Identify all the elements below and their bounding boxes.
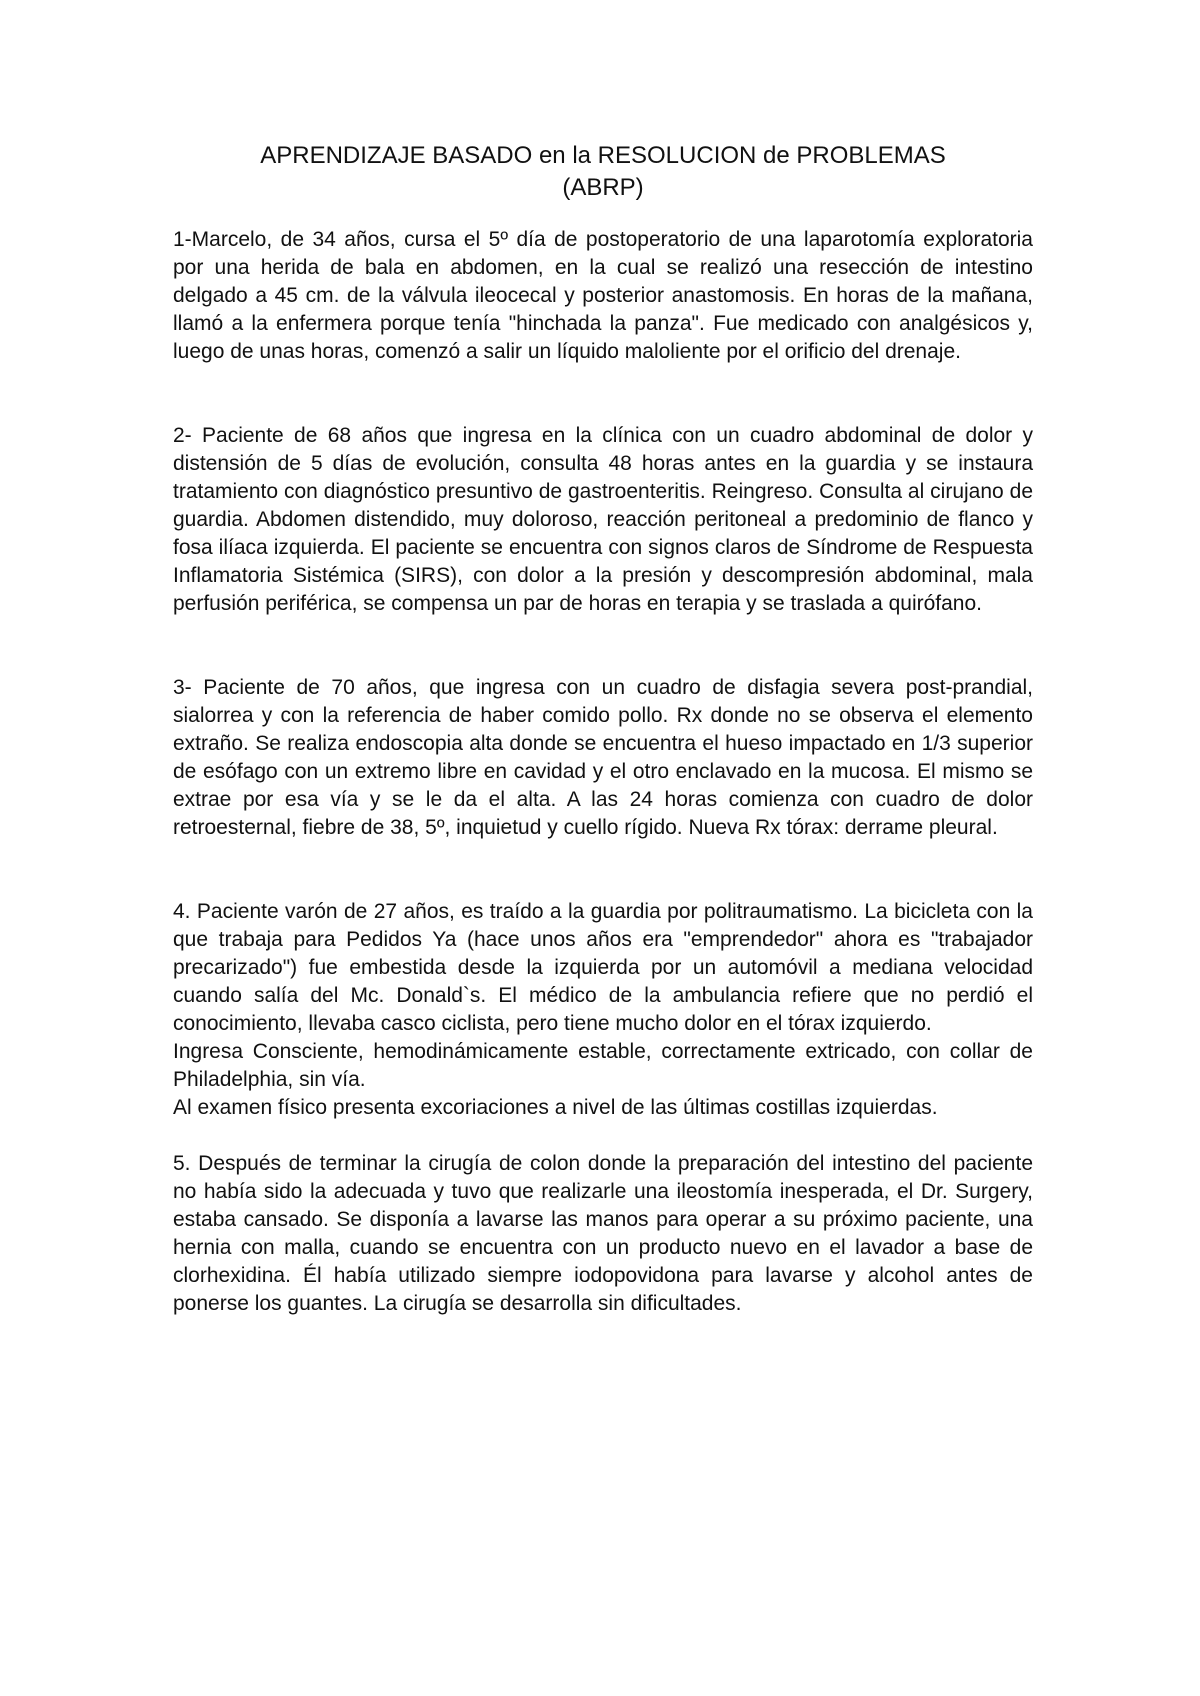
case-4-paragraph-3: Al examen físico presenta excoriaciones a nivel de las últimas costillas izquierdas. [173,1096,938,1119]
case-5-paragraph: 5. Después de terminar la cirugía de colon donde la preparación del intestino del paciente no había sido la adecuada y tuvo que realizarle una ileostomía inesperada, el Dr. Surgery, estaba cansado. Se disponía a lavarse las manos para operar a su próximo paciente, una hernia con malla, cuando se encuentra con un producto nuevo en el lavador a base de clorhexidina. Él había utilizado siempre iodopovidona para lavarse y alcohol antes de ponerse los guantes. La cirugía se desarrolla sin dificultades. [173,1152,1033,1315]
case-4-paragraph-2: Ingresa Consciente, hemodinámicamente estable, correctamente extricado, con collar de Philadelphia, sin vía. [173,1040,1033,1091]
case-3-paragraph: 3- Paciente de 70 años, que ingresa con un cuadro de disfagia severa post-prandial, sialorrea y con la referencia de haber comido pollo. Rx donde no se observa el elemento extraño. Se realiza endoscopia alta donde se encuentra el hueso impactado en 1/3 superior de esófago con un extremo libre en cavidad y el otro enclavado en la mucosa. El mismo se extrae por esa vía y se le da el alta. A las 24 horas comienza con cuadro de dolor retroesternal, fiebre de 38, 5º, inquietud y cuello rígido. Nueva Rx tórax: derrame pleural. [173,676,1033,839]
case-4-paragraph: 4. Paciente varón de 27 años, es traído a la guardia por politraumatismo. La bicicleta con la que trabaja para Pedidos Ya (hace unos años era "emprendedor" ahora es "trabajador precarizado") fue embestida desde la izquierda por un automóvil a mediana velocidad cuando salía del Mc. Donald`s. El médico de la ambulancia refiere que no perdió el conocimiento, llevaba casco ciclista, pero tiene mucho dolor en el tórax izquierdo. [173,900,1033,1035]
document-page [173,140,1033,1318]
spacer [173,1122,1033,1150]
case-2-paragraph: 2- Paciente de 68 años que ingresa en la clínica con un cuadro abdominal de dolor y distensión de 5 días de evolución, consulta 48 horas antes en la guardia y se instaura tratamiento con diagnóstico presuntivo de gastroenteritis. Reingreso. Consulta al cirujano de guardia. Abdomen distendido, muy doloroso, reacción peritoneal a predominio de flanco y fosa ilíaca izquierda. El paciente se encuentra con signos claros de Síndrome de Respuesta Inflamatoria Sistémica (SIRS), con dolor a la presión y descompresión abdominal, mala perfusión periférica, se compensa un par de horas en terapia y se traslada a quirófano. [173,424,1033,615]
case-1-paragraph: 1-Marcelo, de 34 años, cursa el 5º día de postoperatorio de una laparotomía exploratoria por una herida de bala en abdomen, en la cual se realizó una resección de intestino delgado a 45 cm. de la válvula ileocecal y posterior anastomosis. En horas de la mañana, llamó a la enfermera porque tenía "hinchada la panza". Fue medicado con analgésicos y, luego de unas horas, comenzó a salir un líquido maloliente por el orificio del drenaje. [173,228,1033,363]
spacer [173,842,1033,898]
title-line-2: (ABRP) [562,174,644,201]
spacer [173,366,1033,422]
title-line-1: APRENDIZAJE BASADO en la RESOLUCION de PROBLEMAS [260,142,946,169]
document-title [173,140,1033,204]
spacer [173,618,1033,674]
